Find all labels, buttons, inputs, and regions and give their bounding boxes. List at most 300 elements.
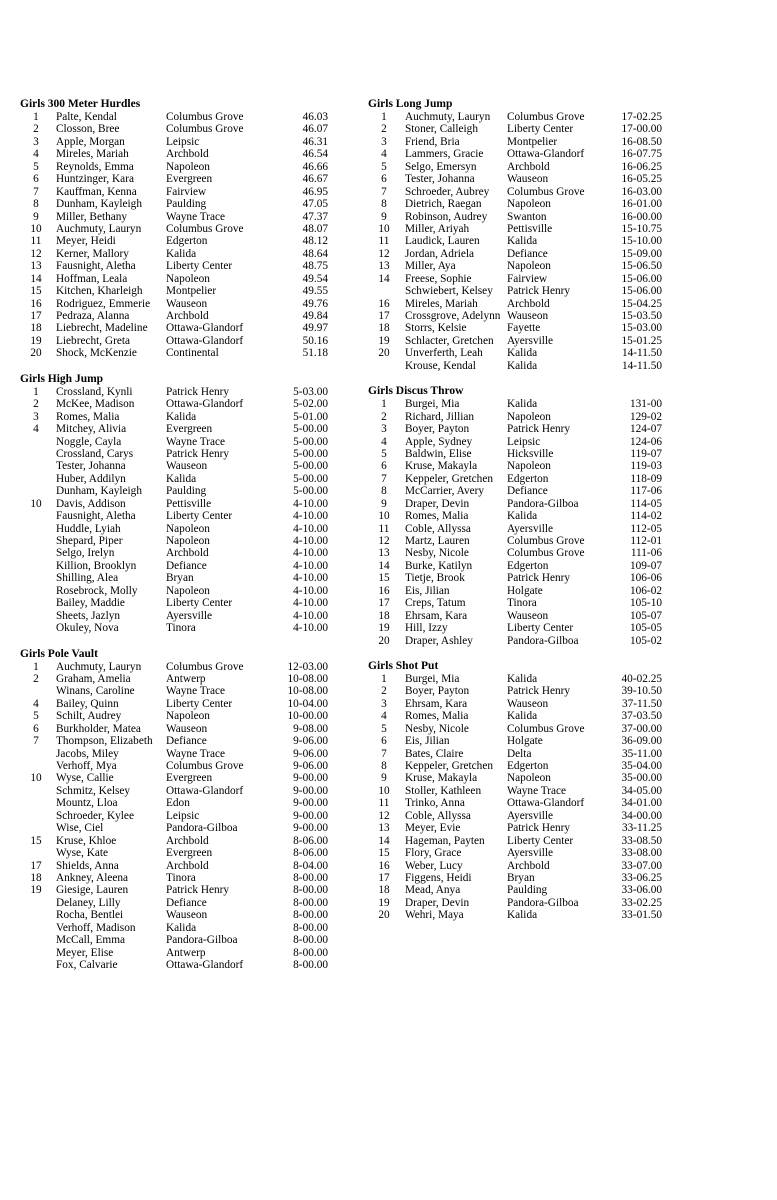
athlete-name: Tester, Johanna <box>56 460 126 473</box>
result-rank: 15 <box>30 834 42 847</box>
athlete-name: Shilling, Alea <box>56 572 119 585</box>
result-rank: 18 <box>378 609 390 622</box>
result-rank: 18 <box>378 884 390 897</box>
result-row <box>368 884 668 896</box>
athlete-name: Hoffman, Leala <box>56 272 128 285</box>
result-mark: 4-10.00 <box>293 522 328 535</box>
athlete-name: Verhoff, Mya <box>56 760 117 772</box>
result-rank: 11 <box>378 797 390 810</box>
result-rank: 4 <box>33 148 39 161</box>
result-rank: 1 <box>33 660 39 673</box>
result-rank: 8 <box>381 485 387 498</box>
result-mark: 5-00.00 <box>293 423 328 436</box>
result-mark: 9-08.00 <box>293 722 328 735</box>
school-name: Napoleon <box>507 260 551 273</box>
result-rank: 19 <box>378 334 390 347</box>
result-row <box>20 523 340 535</box>
result-row <box>368 436 668 448</box>
result-mark: 5-00.00 <box>293 447 328 460</box>
school-name: Evergreen <box>166 423 213 436</box>
result-rank: 9 <box>381 497 387 510</box>
athlete-name: Apple, Morgan <box>56 135 125 148</box>
school-name: Fairview <box>166 185 207 198</box>
result-rank: 6 <box>381 460 387 473</box>
athlete-name: Crossgrove, Adelynn <box>405 310 501 322</box>
athlete-name: Kerner, Mallory <box>56 247 129 260</box>
result-rank: 17 <box>378 871 390 884</box>
result-row <box>20 585 340 597</box>
result-row <box>20 335 340 347</box>
athlete-name: Mireles, Mariah <box>56 148 129 161</box>
result-mark: 14-11.50 <box>621 359 662 372</box>
result-rank: 7 <box>381 472 387 485</box>
result-rank: 5 <box>381 160 387 173</box>
result-mark: 15-01.25 <box>621 334 662 347</box>
athlete-name: Jordan, Adriela <box>405 247 475 260</box>
athlete-name: Wyse, Kate <box>56 847 109 860</box>
school-name: Liberty Center <box>166 510 233 523</box>
result-row <box>20 173 340 185</box>
school-name: Bryan <box>166 572 194 585</box>
result-rank: 18 <box>378 322 390 335</box>
result-rank: 3 <box>381 423 387 436</box>
athlete-name: Martz, Lauren <box>405 535 470 547</box>
result-mark: 4-10.00 <box>293 597 328 610</box>
result-mark: 47.37 <box>302 210 328 223</box>
result-mark: 10-00.00 <box>287 710 328 723</box>
athlete-name: Romes, Malia <box>405 710 469 723</box>
result-row <box>20 111 340 123</box>
school-name: Wayne Trace <box>166 435 226 448</box>
result-rank: 10 <box>30 497 42 510</box>
school-name: Kalida <box>507 398 538 411</box>
athlete-name: Schroeder, Kylee <box>56 809 134 822</box>
athlete-name: Bailey, Maddie <box>56 597 125 610</box>
athlete-name: Shepard, Piper <box>56 535 123 547</box>
result-rank: 10 <box>378 784 390 797</box>
result-row <box>368 123 668 135</box>
school-name: Liberty Center <box>166 697 233 710</box>
school-name: Kalida <box>507 510 538 523</box>
school-name: Pandora-Gilboa <box>166 822 238 835</box>
school-name: Paulding <box>166 198 207 211</box>
school-name: Ottawa-Glandorf <box>166 784 244 797</box>
athlete-name: Hill, Izzy <box>405 622 448 635</box>
result-rank: 16 <box>30 297 42 310</box>
result-rank: 5 <box>381 447 387 460</box>
result-rank: 11 <box>30 235 42 248</box>
school-name: Liberty Center <box>166 597 233 610</box>
school-name: Wauseon <box>507 697 549 710</box>
result-mark: 15-03.00 <box>621 322 662 335</box>
athlete-name: Romes, Malia <box>405 510 469 523</box>
athlete-name: Freese, Sophie <box>405 272 472 285</box>
result-row <box>368 610 668 622</box>
school-name: Ottawa-Glandorf <box>507 797 585 810</box>
result-rank: 13 <box>378 260 390 273</box>
result-rank: 11 <box>378 235 390 248</box>
result-row <box>368 485 668 497</box>
result-row <box>20 148 340 160</box>
school-name: Columbus Grove <box>166 111 244 123</box>
school-name: Kalida <box>507 359 538 372</box>
result-rank: 14 <box>30 272 42 285</box>
school-name: Columbus Grove <box>507 185 585 198</box>
result-row <box>368 285 668 297</box>
result-mark: 4-10.00 <box>293 547 328 560</box>
result-row <box>20 847 340 859</box>
result-mark: 9-00.00 <box>293 809 328 822</box>
result-row <box>20 661 340 673</box>
result-rank: 17 <box>30 859 42 872</box>
result-mark: 8-06.00 <box>293 834 328 847</box>
result-row <box>20 547 340 559</box>
athlete-name: Trinko, Anna <box>405 797 465 810</box>
right-column <box>368 98 668 935</box>
result-row <box>20 959 340 971</box>
result-rank: 6 <box>381 735 387 748</box>
result-mark: 46.31 <box>302 135 328 148</box>
school-name: Ayersville <box>507 522 554 535</box>
athlete-name: Burke, Katilyn <box>405 559 473 572</box>
result-row <box>368 560 668 572</box>
athlete-name: Draper, Ashley <box>405 634 473 647</box>
school-name: Holgate <box>507 735 543 748</box>
school-name: Delta <box>507 747 532 760</box>
result-mark: 49.84 <box>302 310 328 322</box>
result-row <box>368 909 668 921</box>
athlete-name: Eis, Jilian <box>405 584 450 597</box>
athlete-name: Mountz, Lloa <box>56 797 118 810</box>
athlete-name: Keppeler, Gretchen <box>405 760 493 772</box>
result-row <box>368 360 668 372</box>
school-name: Wauseon <box>166 460 208 473</box>
result-mark: 124-06 <box>629 435 662 448</box>
result-mark: 49.76 <box>302 297 328 310</box>
result-row <box>368 735 668 747</box>
athlete-name: Liebrecht, Madeline <box>56 322 148 335</box>
athlete-name: Dunham, Kayleigh <box>56 198 142 211</box>
athlete-name: Huddle, Lyiah <box>56 522 121 535</box>
result-rank: 16 <box>378 859 390 872</box>
result-rank: 2 <box>381 123 387 136</box>
result-mark: 15-04.25 <box>621 297 662 310</box>
school-name: Columbus Grove <box>507 535 585 547</box>
school-name: Hicksville <box>507 447 554 460</box>
school-name: Paulding <box>507 884 548 897</box>
school-name: Leipsic <box>166 809 200 822</box>
result-mark: 118-09 <box>630 472 662 485</box>
result-mark: 10-04.00 <box>287 697 328 710</box>
result-mark: 33-07.00 <box>621 859 662 872</box>
school-name: Napoleon <box>166 160 210 173</box>
result-mark: 35-00.00 <box>621 772 662 785</box>
result-mark: 9-06.00 <box>293 735 328 748</box>
result-mark: 9-00.00 <box>293 797 328 810</box>
result-row <box>20 560 340 572</box>
result-mark: 105-02 <box>629 634 662 647</box>
result-rank: 19 <box>30 334 42 347</box>
result-row <box>368 148 668 160</box>
result-row <box>368 797 668 809</box>
school-name: Antwerp <box>166 946 206 959</box>
result-mark: 15-09.00 <box>621 247 662 260</box>
result-mark: 15-06.00 <box>621 272 662 285</box>
athlete-name: Palte, Kendal <box>56 111 117 123</box>
result-rank: 18 <box>30 322 42 335</box>
athlete-name: Fox, Calvarie <box>56 959 118 971</box>
result-row <box>20 748 340 760</box>
event-girls-300-meter-hurdles <box>20 98 340 360</box>
result-mark: 4-10.00 <box>293 497 328 510</box>
athlete-name: Kruse, Makayla <box>405 772 478 785</box>
result-mark: 131-00 <box>629 398 662 411</box>
result-mark: 40-02.25 <box>621 672 662 685</box>
result-mark: 33-02.25 <box>621 896 662 909</box>
result-row <box>20 572 340 584</box>
result-row <box>20 423 340 435</box>
athlete-name: Keppeler, Gretchen <box>405 472 493 485</box>
event-girls-discus-throw <box>368 385 668 647</box>
result-row <box>368 547 668 559</box>
athlete-name: Meyer, Elise <box>56 946 114 959</box>
result-row <box>20 235 340 247</box>
result-rank: 4 <box>381 710 387 723</box>
event-girls-shot-put <box>368 660 668 922</box>
athlete-name: Meyer, Evie <box>405 822 461 835</box>
result-rank: 14 <box>378 559 390 572</box>
result-mark: 33-08.50 <box>621 834 662 847</box>
athlete-name: Schwiebert, Kelsey <box>405 285 493 298</box>
athlete-name: Kruse, Makayla <box>405 460 478 473</box>
result-mark: 48.12 <box>302 235 328 248</box>
athlete-name: Apple, Sydney <box>405 435 473 448</box>
athlete-name: Miller, Ariyah <box>405 222 470 235</box>
result-row <box>368 785 668 797</box>
school-name: Wayne Trace <box>166 685 226 698</box>
result-mark: 8-00.00 <box>293 871 328 884</box>
result-row <box>20 735 340 747</box>
result-row <box>20 685 340 697</box>
athlete-name: McCarrier, Avery <box>405 485 485 498</box>
result-rank: 4 <box>33 423 39 436</box>
result-rank: 5 <box>33 160 39 173</box>
result-rank: 10 <box>30 222 42 235</box>
result-mark: 4-10.00 <box>293 535 328 547</box>
result-row <box>20 597 340 609</box>
result-mark: 15-06.50 <box>621 260 662 273</box>
school-name: Archbold <box>507 297 550 310</box>
school-name: Kalida <box>507 235 538 248</box>
result-mark: 46.03 <box>302 111 328 123</box>
result-row <box>20 260 340 272</box>
result-row <box>368 810 668 822</box>
school-name: Wauseon <box>166 909 208 922</box>
school-name: Napoleon <box>166 272 210 285</box>
athlete-name: Meyer, Heidi <box>56 235 116 248</box>
result-rank: 5 <box>381 722 387 735</box>
school-name: Montpelier <box>507 135 558 148</box>
result-mark: 8-00.00 <box>293 884 328 897</box>
school-name: Columbus Grove <box>166 760 244 772</box>
result-mark: 112-05 <box>630 522 662 535</box>
school-name: Patrick Henry <box>166 385 230 398</box>
result-row <box>368 411 668 423</box>
school-name: Patrick Henry <box>166 884 230 897</box>
result-rank: 18 <box>30 871 42 884</box>
school-name: Defiance <box>166 559 207 572</box>
result-rank: 10 <box>378 510 390 523</box>
result-row <box>368 585 668 597</box>
school-name: Leipsic <box>507 435 541 448</box>
school-name: Archbold <box>166 547 209 560</box>
result-mark: 9-00.00 <box>293 772 328 785</box>
result-mark: 48.64 <box>302 247 328 260</box>
result-rank: 12 <box>378 809 390 822</box>
result-mark: 16-00.00 <box>621 210 662 223</box>
result-mark: 8-00.00 <box>293 946 328 959</box>
result-rank: 15 <box>378 572 390 585</box>
school-name: Liberty Center <box>507 622 574 635</box>
result-row <box>20 398 340 410</box>
result-mark: 16-08.50 <box>621 135 662 148</box>
result-mark: 10-08.00 <box>287 685 328 698</box>
result-row <box>20 285 340 297</box>
result-row <box>20 198 340 210</box>
result-row <box>368 198 668 210</box>
athlete-name: Wehri, Maya <box>405 909 464 922</box>
result-mark: 50.16 <box>302 334 328 347</box>
school-name: Patrick Henry <box>507 285 571 298</box>
result-rank: 3 <box>381 135 387 148</box>
athlete-name: Tietje, Brook <box>405 572 465 585</box>
school-name: Wauseon <box>166 297 208 310</box>
athlete-name: Unverferth, Leah <box>405 347 483 360</box>
athlete-name: Selgo, Irelyn <box>56 547 115 560</box>
result-rank: 16 <box>378 297 390 310</box>
school-name: Edgerton <box>507 760 549 772</box>
school-name: Wauseon <box>166 722 208 735</box>
result-row <box>368 622 668 634</box>
school-name: Pandora-Gilboa <box>507 497 579 510</box>
athlete-name: Mitchey, Alivia <box>56 423 127 436</box>
athlete-name: Mead, Anya <box>405 884 461 897</box>
school-name: Patrick Henry <box>507 685 571 698</box>
athlete-name: Coble, Allyssa <box>405 809 471 822</box>
school-name: Ottawa-Glandorf <box>507 148 585 161</box>
result-row <box>20 673 340 685</box>
result-row <box>20 922 340 934</box>
athlete-name: Ehrsam, Kara <box>405 697 468 710</box>
school-name: Fairview <box>507 272 548 285</box>
athlete-name: Eis, Jilian <box>405 735 450 748</box>
school-name: Archbold <box>166 310 209 322</box>
school-name: Holgate <box>507 584 543 597</box>
result-row <box>368 572 668 584</box>
athlete-name: Bailey, Quinn <box>56 697 119 710</box>
result-mark: 33-01.50 <box>621 909 662 922</box>
result-row <box>368 748 668 760</box>
event-title: Girls Pole Vault <box>20 647 98 660</box>
result-rank: 1 <box>33 111 39 123</box>
athlete-name: McKee, Madison <box>56 398 135 411</box>
athlete-name: Coble, Allyssa <box>405 522 471 535</box>
result-row <box>20 298 340 310</box>
result-row <box>368 398 668 410</box>
school-name: Liberty Center <box>507 123 574 136</box>
result-row <box>368 635 668 647</box>
athlete-name: Liebrecht, Greta <box>56 334 131 347</box>
school-name: Archbold <box>166 148 209 161</box>
result-row <box>368 698 668 710</box>
result-row <box>368 835 668 847</box>
athlete-name: Wyse, Callie <box>56 772 114 785</box>
school-name: Columbus Grove <box>166 123 244 136</box>
result-row <box>368 335 668 347</box>
result-row <box>368 173 668 185</box>
result-mark: 119-07 <box>630 447 662 460</box>
athlete-name: Kauffman, Kenna <box>56 185 137 198</box>
result-rank: 6 <box>381 173 387 186</box>
school-name: Wayne Trace <box>166 210 226 223</box>
result-rank: 7 <box>33 185 39 198</box>
result-rank: 17 <box>378 597 390 610</box>
school-name: Ottawa-Glandorf <box>166 959 244 971</box>
result-rank: 17 <box>30 310 42 322</box>
school-name: Patrick Henry <box>507 822 571 835</box>
result-mark: 129-02 <box>629 410 662 423</box>
result-rank: 3 <box>33 135 39 148</box>
result-rank: 12 <box>30 247 42 260</box>
result-rank: 2 <box>381 410 387 423</box>
school-name: Archbold <box>507 859 550 872</box>
result-rank: 1 <box>381 672 387 685</box>
result-mark: 34-00.00 <box>621 809 662 822</box>
result-mark: 5-00.00 <box>293 460 328 473</box>
school-name: Archbold <box>507 160 550 173</box>
event-title: Girls Shot Put <box>368 659 439 672</box>
result-mark: 17-02.25 <box>621 111 662 123</box>
result-row <box>20 860 340 872</box>
result-mark: 47.05 <box>302 198 328 211</box>
athlete-name: Auchmuty, Lauryn <box>405 111 491 123</box>
result-rank: 6 <box>33 173 39 186</box>
result-mark: 5-00.00 <box>293 485 328 498</box>
event-title: Girls 300 Meter Hurdles <box>20 98 141 110</box>
athlete-name: Bates, Claire <box>405 747 464 760</box>
school-name: Napoleon <box>166 584 210 597</box>
athlete-name: Miller, Aya <box>405 260 456 273</box>
result-rank: 16 <box>378 584 390 597</box>
school-name: Edon <box>166 797 190 810</box>
result-row <box>368 223 668 235</box>
school-name: Ottawa-Glandorf <box>166 398 244 411</box>
result-rank: 2 <box>33 672 39 685</box>
result-mark: 33-06.25 <box>621 871 662 884</box>
result-rank: 1 <box>381 398 387 411</box>
result-rank: 3 <box>33 410 39 423</box>
athlete-name: Kruse, Khloe <box>56 834 117 847</box>
athlete-name: Crossland, Carys <box>56 447 134 460</box>
result-rank: 14 <box>378 834 390 847</box>
result-mark: 8-04.00 <box>293 859 328 872</box>
school-name: Napoleon <box>507 410 551 423</box>
result-row <box>20 473 340 485</box>
athlete-name: Auchmuty, Lauryn <box>56 660 142 673</box>
athlete-name: Nesby, Nicole <box>405 722 469 735</box>
result-mark: 16-03.00 <box>621 185 662 198</box>
result-row <box>20 947 340 959</box>
